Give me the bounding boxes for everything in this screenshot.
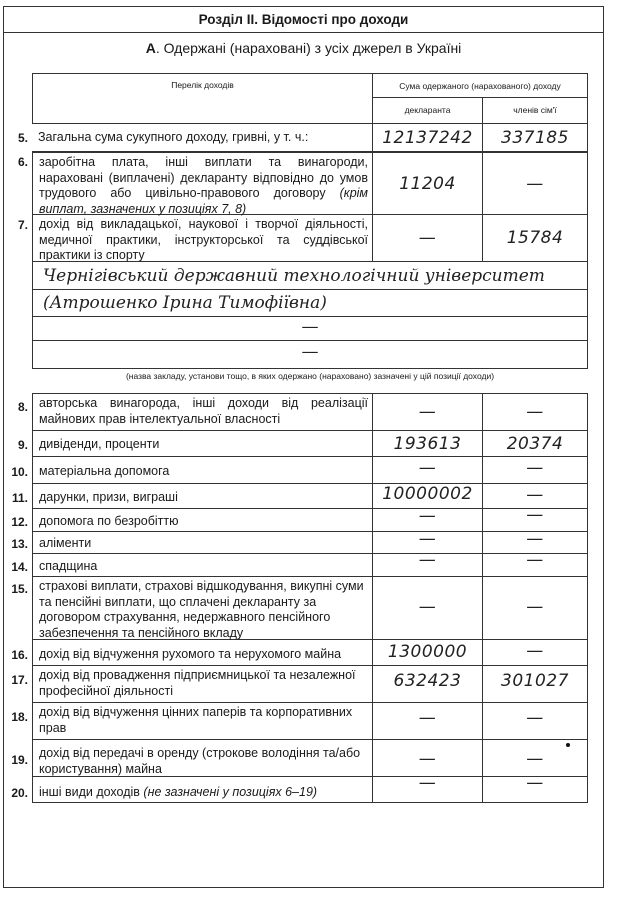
table-header bbox=[32, 73, 588, 124]
row-number: 10. bbox=[11, 465, 28, 479]
family-value: — bbox=[482, 640, 588, 666]
family-value: — bbox=[482, 532, 588, 554]
row-number: 9. bbox=[17, 438, 28, 452]
row-number: 15. bbox=[11, 582, 28, 596]
family-value: — bbox=[482, 740, 588, 777]
declarant-value: 10000002 bbox=[372, 484, 482, 509]
row-label bbox=[32, 554, 372, 577]
declarant-value: — bbox=[372, 215, 482, 262]
row-label-text: заробітна плата, інші виплати та винагороди, нараховані (виплачені) декларанту відповідно до умов трудового або цивільно-правового договору bbox=[39, 155, 368, 200]
row-label bbox=[32, 394, 372, 431]
declarant-value: — bbox=[372, 457, 482, 484]
row-label bbox=[32, 777, 372, 803]
family-value: — bbox=[482, 152, 588, 215]
row-label-text: дохід від відчуження рухомого та нерухомого майна bbox=[39, 647, 342, 661]
row-label bbox=[32, 484, 372, 509]
declarant-value: 632423 bbox=[372, 666, 482, 703]
family-value: 337185 bbox=[482, 124, 588, 152]
row-label bbox=[32, 124, 372, 152]
row-label-text: аліменти bbox=[39, 536, 92, 550]
row-label-text: дарунки, призи, виграші bbox=[39, 490, 178, 504]
row-number: 16. bbox=[11, 648, 28, 662]
table-row-12 bbox=[0, 505, 640, 532]
table-row-6 bbox=[0, 152, 640, 215]
row-number: 14. bbox=[11, 560, 28, 574]
row-label-text: дохід від передачі в оренду (строкове володіння та/або користування) майна bbox=[39, 746, 361, 776]
family-value: — bbox=[482, 394, 588, 431]
row-number: 6. bbox=[17, 155, 28, 169]
row-label-text: дохід від відчуження цінних паперів та корпоративних прав bbox=[39, 705, 353, 735]
row-label bbox=[32, 457, 372, 484]
institution-line-3: — bbox=[32, 317, 588, 341]
table-row-11 bbox=[0, 484, 640, 509]
row-label bbox=[32, 640, 372, 666]
family-value: — bbox=[482, 509, 588, 532]
row-label bbox=[32, 740, 372, 777]
row-label-text: авторська винагорода, інші доходи від реалізації майнових прав інтелектуальної власності bbox=[39, 396, 368, 426]
row-number: 19. bbox=[11, 753, 28, 767]
institution-line-2: (Атрошенко Ірина Тимофіївна) bbox=[32, 290, 588, 317]
ink-dot bbox=[566, 743, 570, 747]
row-number: 13. bbox=[11, 537, 28, 551]
row-label-text: страхові виплати, страхові відшкодування, викупні суми та пенсійні виплати, що сплачені декларанту за договором страхування, недержавного пенсійного забезпечення та пенсійного вкладу bbox=[39, 579, 364, 640]
row-label bbox=[32, 532, 372, 554]
row-number: 17. bbox=[11, 673, 28, 687]
declarant-value: 193613 bbox=[372, 431, 482, 457]
family-value: 20374 bbox=[482, 431, 588, 457]
row-number: 8. bbox=[17, 400, 28, 414]
table-row-9 bbox=[0, 431, 640, 457]
row-label bbox=[32, 666, 372, 703]
institution-line-4: — bbox=[32, 341, 588, 369]
subsection-title bbox=[3, 38, 604, 58]
table-row-8 bbox=[0, 394, 640, 431]
family-value: — bbox=[482, 457, 588, 484]
table-row-17 bbox=[0, 666, 640, 703]
declarant-value: — bbox=[372, 777, 482, 803]
table-row-13 bbox=[0, 529, 640, 554]
family-value: 15784 bbox=[482, 215, 588, 262]
row-number: 20. bbox=[11, 786, 28, 800]
row-label-text: дивіденди, проценти bbox=[39, 437, 160, 451]
header-declarant: декларанта bbox=[373, 98, 483, 123]
subsection-text: . Одержані (нараховані) з усіх джерел в Україні bbox=[155, 40, 462, 56]
declarant-value: — bbox=[372, 509, 482, 532]
subsection-letter: А bbox=[145, 40, 156, 56]
family-value: — bbox=[482, 703, 588, 740]
row-label-note: (не зазначені у позиціях 6–19) bbox=[143, 785, 318, 799]
row-number: 18. bbox=[11, 710, 28, 724]
declarant-value: — bbox=[372, 532, 482, 554]
table-row-16 bbox=[0, 640, 640, 666]
declarant-value: — bbox=[372, 394, 482, 431]
institution-line-1: Чернігівський державний технологічний університет bbox=[32, 262, 588, 290]
header-income-list: Перелік доходів bbox=[33, 74, 373, 123]
table-row-5 bbox=[0, 124, 640, 152]
table-row-19 bbox=[0, 740, 640, 777]
family-value: — bbox=[482, 554, 588, 577]
family-value: 301027 bbox=[482, 666, 588, 703]
table-row-18 bbox=[0, 703, 640, 740]
declarant-value: — bbox=[372, 740, 482, 777]
row-label-note: (крім виплат, зазначених у позиціях 7, 8) bbox=[39, 186, 368, 216]
declarant-value: — bbox=[372, 703, 482, 740]
row-label bbox=[32, 431, 372, 457]
table-row-15 bbox=[0, 577, 640, 640]
table-row-7 bbox=[0, 215, 640, 262]
institution-caption: (назва закладу, установи тощо, в яких одержано (нараховано) зазначені у цій позиції доходи) bbox=[125, 371, 495, 381]
family-value: — bbox=[482, 484, 588, 509]
declarant-value: — bbox=[372, 577, 482, 640]
row-label bbox=[32, 509, 372, 532]
declarant-value: 1300000 bbox=[372, 640, 482, 666]
table-row-14 bbox=[0, 550, 640, 577]
row-number: 7. bbox=[17, 218, 28, 232]
row-label bbox=[32, 152, 372, 215]
row-label-text: інші види доходів bbox=[39, 785, 144, 799]
row-label bbox=[32, 215, 372, 262]
row-number: 5. bbox=[17, 131, 28, 145]
row-label-text: допомога по безробіттю bbox=[39, 514, 179, 528]
row-label-text: дохід від викладацької, наукової і творчої діяльності, медичної практики, інструкторської та суддівської практики із спорту bbox=[39, 217, 368, 262]
row-label bbox=[32, 703, 372, 740]
row-label-text: Загальна сума сукупного доходу, гривні, у т. ч.: bbox=[38, 130, 309, 144]
declarant-value: — bbox=[372, 554, 482, 577]
row-label-text: спадщина bbox=[39, 559, 98, 573]
declarant-value: 11204 bbox=[372, 152, 482, 215]
header-amount-group: Сума одержаного (нарахованого) доходу bbox=[373, 74, 587, 98]
header-family: членів сім'ї bbox=[513, 105, 557, 115]
row-number: 12. bbox=[11, 515, 28, 529]
family-value: — bbox=[482, 577, 588, 640]
table-row-20 bbox=[0, 773, 640, 803]
family-value: — bbox=[482, 777, 588, 803]
row-label bbox=[32, 577, 372, 640]
row-number: 11. bbox=[11, 491, 28, 505]
row-label-text: дохід від провадження підприємницької та незалежної професійної діяльності bbox=[39, 668, 356, 698]
declarant-value: 12137242 bbox=[372, 124, 482, 152]
section-title: Розділ II. Відомості про доходи bbox=[3, 6, 604, 33]
row-label-text: матеріальна допомога bbox=[39, 464, 170, 478]
table-row-10 bbox=[0, 457, 640, 484]
